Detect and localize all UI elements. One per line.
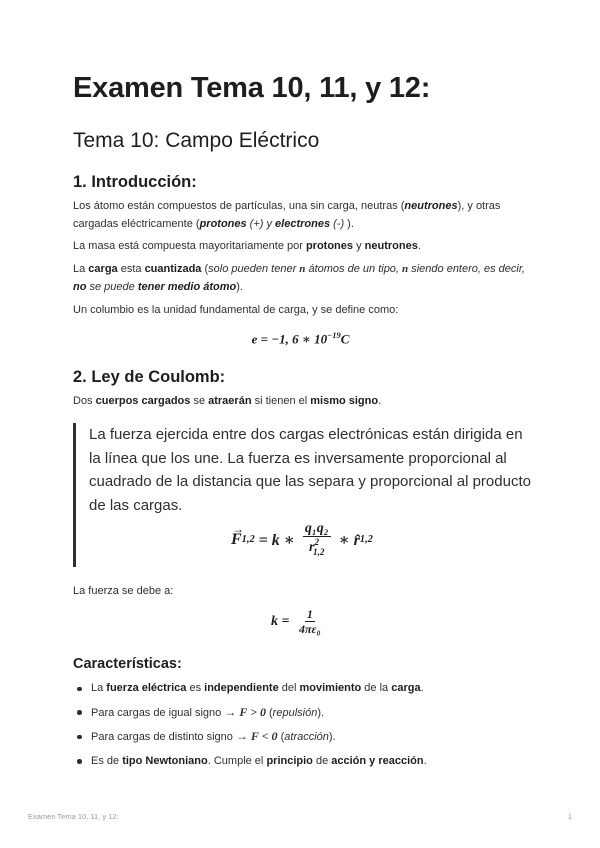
- bullet-icon: [77, 735, 82, 740]
- footer-title: Examen Tema 10, 11, y 12:: [28, 812, 119, 821]
- list-item: Es de tipo Newtoniano. Cumple el principio de acción y reacción.: [73, 753, 528, 771]
- intro-paragraph-1: Los átomo están compuestos de partículas, una sin carga, neutras (neutrones), y otras cargadas eléctricamente (protones (+) y electrones (-) ).: [73, 200, 501, 230]
- charge-formula: e = −1, 6 ∗ $10^{-19}C$: [251, 330, 350, 347]
- blockquote-text: La fuerza ejercida entre dos cargas electrónicas están dirigida en la línea que los une. La fuerza es inversamente proporcional al cuadrado de la distancia que las separa y proporcional al producto de las cargas.: [89, 426, 531, 514]
- coulomb-force-formula: → F 1,2 = k ∗ $\frac{\text{q₁q₂}}{r^2_{1,2}}$ ∗ r̂ 1,2: [231, 521, 373, 558]
- bullet-icon: [77, 710, 82, 715]
- features-heading: Características:: [73, 656, 182, 672]
- intro-paragraph-2: La masa está compuesta mayoritariamente por protones y neutrones.: [73, 240, 421, 252]
- intro-heading: 1. Introducción:: [73, 173, 197, 191]
- list-item: La fuerza eléctrica es independiente del movimiento de la carga.: [73, 680, 528, 698]
- coulomb-heading: 2. Ley de Coulomb:: [73, 368, 226, 386]
- features-list: [73, 680, 528, 776]
- coulomb-paragraph-1: Dos cuerpos cargados se atraerán si tienen el mismo signo.: [73, 395, 382, 407]
- coulomb-paragraph-2: La fuerza se debe a:: [73, 585, 174, 597]
- bullet-icon: [77, 759, 82, 764]
- force-fraction: $\frac{\text{q₁q₂}}{r^2_{1,2}}$: [304, 521, 329, 558]
- footer-page-number: 1: [567, 812, 572, 821]
- list-item: Para cargas de igual signo → F > 0 (repulsión).: [73, 704, 528, 723]
- blockquote-bar: [73, 423, 76, 567]
- blockquote: [73, 423, 533, 567]
- bullet-icon: [77, 687, 82, 692]
- list-item: Para cargas de distinto signo → F < 0 (atracción).: [73, 728, 528, 747]
- section-title: Tema 10: Campo Eléctrico: [73, 129, 320, 152]
- k-formula: k = $\frac{1}{\text{4πε₀}}$: [271, 607, 321, 637]
- k-fraction: $\frac{1}{\text{4πε₀}}$: [298, 607, 321, 637]
- intro-paragraph-4: Un columbio es la unidad fundamental de carga, y se define como:: [73, 304, 399, 316]
- intro-paragraph-3: La carga esta cuantizada (solo pueden tener n átomos de un tipo, n siendo entero, es decir, no se puede tener medio átomo).: [73, 263, 525, 293]
- page-title: Examen Tema 10, 11, y 12:: [73, 72, 431, 104]
